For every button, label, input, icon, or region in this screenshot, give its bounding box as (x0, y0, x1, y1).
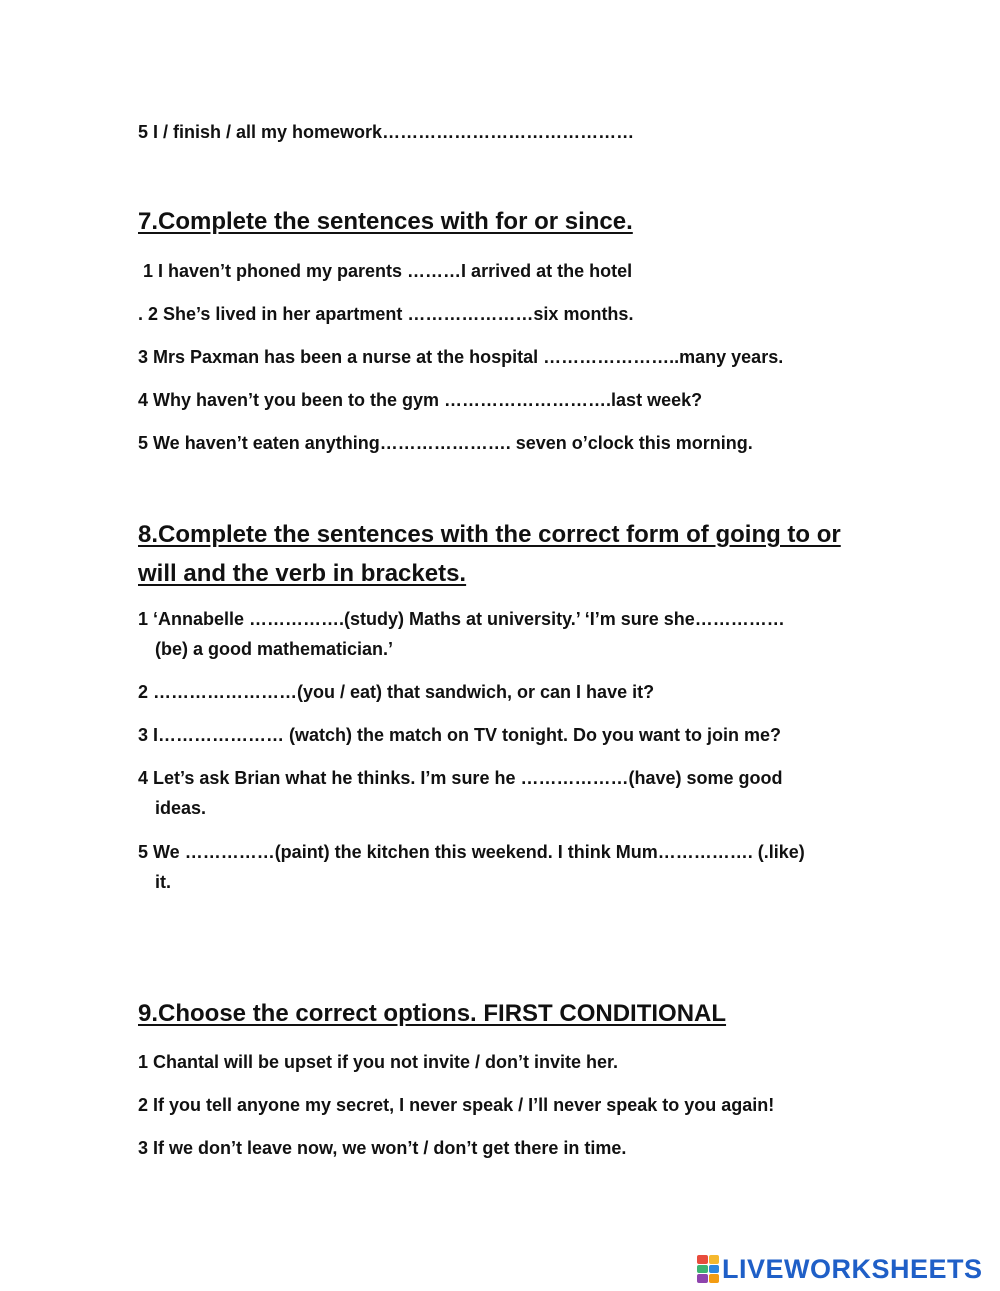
section-8-item-1 (138, 604, 868, 664)
section-9-heading: 9.Choose the correct options. FIRST CONDITIONAL (138, 1000, 727, 1027)
logo-square (709, 1274, 720, 1283)
liveworksheets-logo[interactable] (697, 1253, 983, 1285)
logo-square (697, 1274, 708, 1283)
section-8-item-5-text: 5 We ……………(paint) the kitchen this weekend. I think Mum……………. (.like) (138, 842, 805, 862)
logo-text: LIVEWORKSHEETS (722, 1253, 983, 1284)
section-7-item-3: 3 Mrs Paxman has been a nurse at the hospital …………………..many years. (138, 347, 784, 367)
section-7-item-4: 4 Why haven’t you been to the gym ……………………….last week? (138, 390, 703, 410)
section-7-item-1: 1 I haven’t phoned my parents ………I arrived at the hotel (143, 261, 633, 281)
section-8-item-3: 3 I………………… (watch) the match on TV tonight. Do you want to join me? (138, 725, 781, 745)
section-9-item-1: 1 Chantal will be upset if you not invite / don’t invite her. (138, 1052, 619, 1072)
exercise-item: 5 I / finish / all my homework…………………………………… (138, 122, 635, 142)
section-7-item-2: . 2 She’s lived in her apartment …………………six months. (138, 304, 634, 324)
section-7-heading: 7.Complete the sentences with for or since. (138, 208, 633, 235)
section-8-item-5-cont: it. (155, 872, 171, 892)
logo-square (709, 1265, 720, 1274)
section-8-heading: 8.Complete the sentences with the correct form of going to or will and the verb in brackets. (138, 521, 841, 587)
section-8-item-4 (138, 763, 868, 823)
logo-mark-icon (697, 1255, 719, 1283)
section-7-item-5: 5 We haven’t eaten anything…………………. seven o’clock this morning. (138, 433, 753, 453)
section-8-item-4-text: 4 Let’s ask Brian what he thinks. I’m sure he ………………(have) some good (138, 768, 783, 788)
logo-square (709, 1255, 720, 1264)
section-8-item-4-cont: ideas. (155, 798, 207, 818)
section-8-item-2: 2 ……………………(you / eat) that sandwich, or can I have it? (138, 682, 655, 702)
section-8-item-5 (138, 837, 868, 897)
section-8-item-1-cont: (be) a good mathematician.’ (155, 639, 394, 659)
section-9-item-2: 2 If you tell anyone my secret, I never speak / I’ll never speak to you again! (138, 1095, 775, 1115)
section-9-item-3: 3 If we don’t leave now, we won’t / don’t get there in time. (138, 1138, 627, 1158)
logo-square (697, 1255, 708, 1264)
section-8-item-1-text: 1 ‘Annabelle …………….(study) Maths at university.’ ‘I’m sure she…………… (138, 609, 785, 629)
logo-square (697, 1265, 708, 1274)
